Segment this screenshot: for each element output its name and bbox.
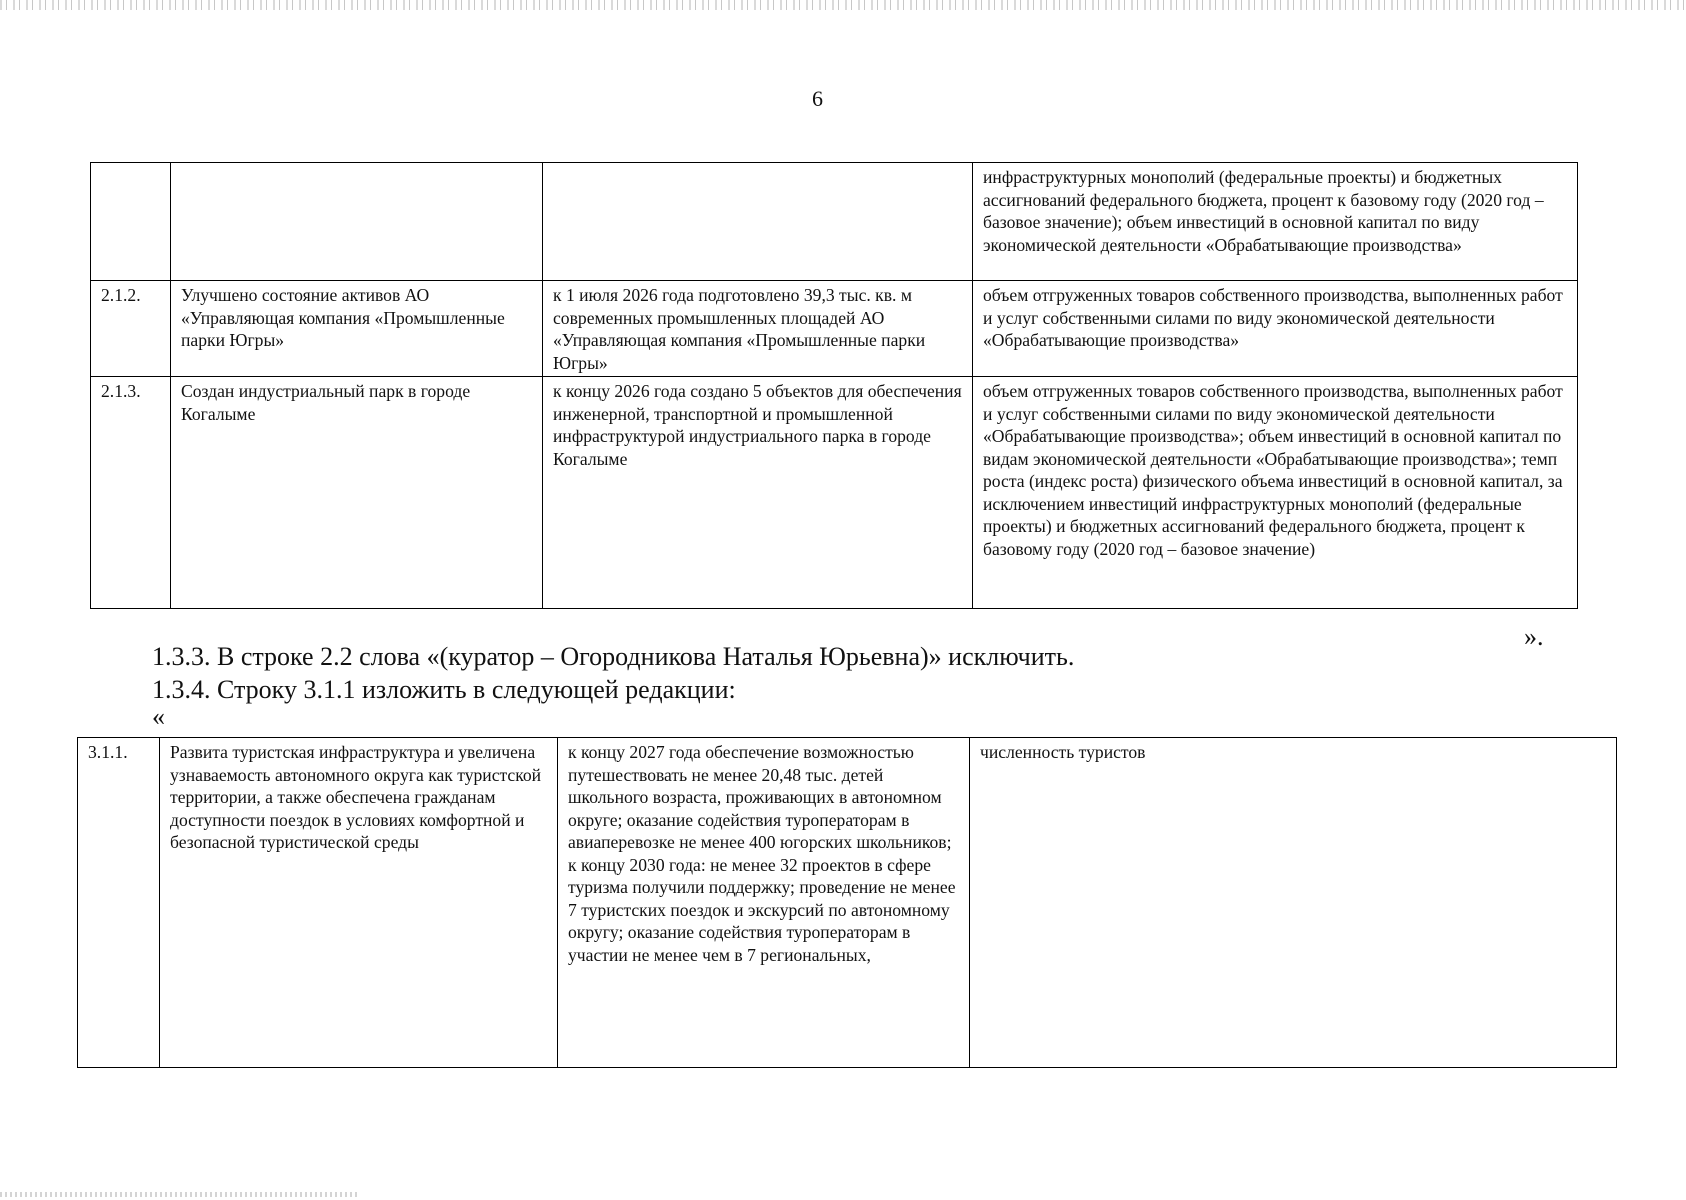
- indicator-cell: инфраструктурных монополий (федеральные проекты) и бюджетных ассигнований федерального бюджета, процент к базовому году (2020 год – базовое значение); объем инвестиций в основной капитал по виду экономической деятельности «Обрабатывающие производства»: [973, 163, 1578, 281]
- result-cell: Создан индустриальный парк в городе Когалыме: [171, 377, 543, 609]
- row-number: 3.1.1.: [78, 738, 160, 1068]
- table-continuation: [90, 162, 1578, 609]
- table-row-3-1-1: [77, 737, 1617, 1068]
- closing-quote: ».: [1524, 622, 1544, 651]
- characteristic-cell: к 1 июля 2026 года подготовлено 39,3 тыс. кв. м современных промышленных площадей АО «Управляющая компания «Промышленные парки Югры»: [543, 281, 973, 377]
- indicator-cell: объем отгруженных товаров собственного производства, выполненных работ и услуг собственными силами по виду экономической деятельности «Обрабатывающие производства»: [973, 281, 1578, 377]
- scan-noise-top: [0, 0, 1686, 10]
- characteristic-cell: к концу 2027 года обеспечение возможностью путешествовать не менее 20,48 тыс. детей школьного возраста, проживающих в автономном округе; оказание содействия туроператорам в авиаперевозке не менее 400 югорских школьников; к концу 2030 года: не менее 32 проектов в сфере туризма получили поддержку; проведение не менее 7 туристских поездок и экскурсий по автономному округу; оказание содействия туроператорам в участии не менее чем в 7 региональных,: [558, 738, 970, 1068]
- result-cell: [171, 163, 543, 281]
- table-row: [91, 281, 1578, 377]
- table-row: [78, 738, 1617, 1068]
- row-number: [91, 163, 171, 281]
- opening-quote: «: [152, 702, 165, 731]
- indicator-cell: объем отгруженных товаров собственного производства, выполненных работ и услуг собственными силами по виду экономической деятельности «Обрабатывающие производства»; объем инвестиций в основной капитал по видам экономической деятельности «Обрабатывающие производства»; темп роста (индекс роста) физического объема инвестиций в основной капитал, за исключением инвестиций инфраструктурных монополий (федеральные проекты) и бюджетных ассигнований федерального бюджета, процент к базовому году (2020 год – базовое значение): [973, 377, 1578, 609]
- paragraph-1-3-4: 1.3.4. Строку 3.1.1 изложить в следующей редакции:: [152, 675, 736, 704]
- row-number: 2.1.2.: [91, 281, 171, 377]
- row-number: 2.1.3.: [91, 377, 171, 609]
- indicator-cell: численность туристов: [970, 738, 1617, 1068]
- result-cell: Улучшено состояние активов АО «Управляющая компания «Промышленные парки Югры»: [171, 281, 543, 377]
- result-cell: Развита туристская инфраструктура и увеличена узнаваемость автономного округа как туристской территории, а также обеспечена гражданам доступности поездок в условиях комфортной и безопасной туристической среды: [160, 738, 558, 1068]
- page-number: 6: [812, 86, 823, 111]
- table-row: [91, 377, 1578, 609]
- paragraph-1-3-3: 1.3.3. В строке 2.2 слова «(куратор – Огородникова Наталья Юрьевна)» исключить.: [152, 642, 1075, 671]
- scan-noise-bottom: [0, 1192, 360, 1197]
- table-row: [91, 163, 1578, 281]
- characteristic-cell: к концу 2026 года создано 5 объектов для обеспечения инженерной, транспортной и промышленной инфраструктурой индустриального парка в городе Когалыме: [543, 377, 973, 609]
- characteristic-cell: [543, 163, 973, 281]
